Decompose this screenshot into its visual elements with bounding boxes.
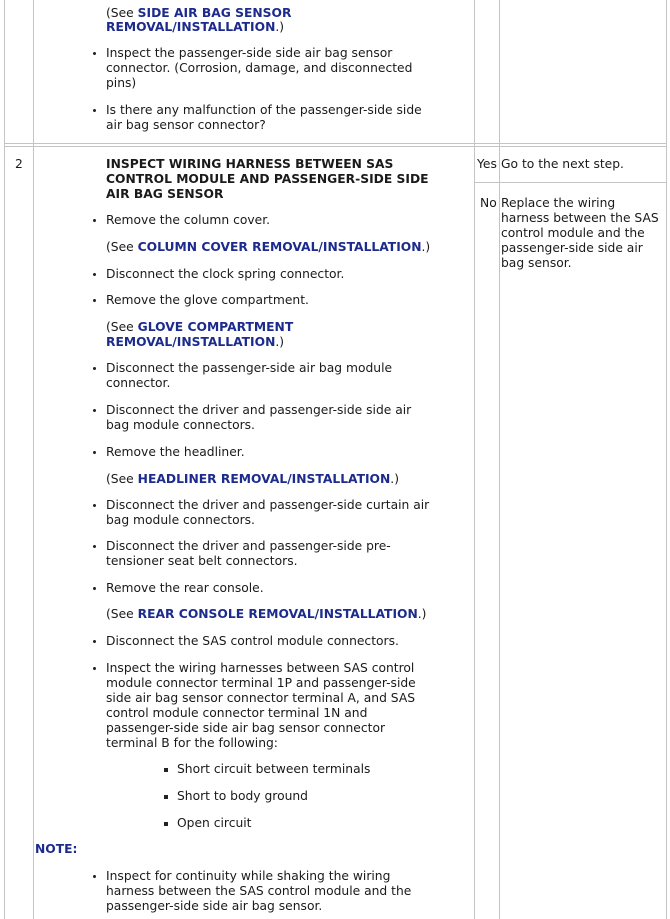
list-item: Is there any malfunction of the passenger-side side — [106, 103, 422, 117]
table-border-step — [33, 0, 34, 919]
list-item: Remove the headliner. — [106, 445, 245, 459]
rear-console-link[interactable]: REAR CONSOLE REMOVAL/INSTALLATION — [137, 607, 418, 621]
table-border-result — [499, 0, 500, 919]
list-item: Disconnect the driver and passenger-side pre- — [106, 539, 391, 553]
sub-list-item: Short circuit between terminals — [177, 762, 371, 776]
list-item: Disconnect the SAS control module connectors. — [106, 634, 399, 648]
step-number: 2 — [15, 157, 23, 171]
list-item: Inspect the wiring harnesses between SAS control — [106, 661, 415, 675]
list-item: Remove the glove compartment. — [106, 293, 309, 307]
list-item: Disconnect the clock spring connector. — [106, 267, 345, 281]
list-item: Inspect for continuity while shaking the wiring — [106, 869, 391, 883]
sub-list-item: Short to body ground — [177, 789, 308, 803]
result-yes: Yes — [477, 157, 497, 171]
headliner-link[interactable]: HEADLINER REMOVAL/INSTALLATION — [137, 472, 391, 486]
glove-compartment-link-cont[interactable]: REMOVAL/INSTALLATION — [106, 335, 276, 349]
glove-compartment-link[interactable]: GLOVE COMPARTMENT — [137, 320, 294, 334]
side-air-bag-sensor-link-cont[interactable]: REMOVAL/INSTALLATION — [106, 20, 276, 34]
list-item: Disconnect the driver and passenger-side curtain air — [106, 498, 430, 512]
yes-no-divider — [474, 182, 667, 183]
list-item: Remove the rear console. — [106, 581, 264, 595]
list-item: Disconnect the driver and passenger-side side air — [106, 403, 412, 417]
table-border-right — [666, 0, 667, 919]
sub-list-item: Open circuit — [177, 816, 252, 830]
list-item: Inspect the passenger-side side air bag sensor — [106, 46, 393, 60]
side-air-bag-sensor-link[interactable]: SIDE AIR BAG SENSOR — [137, 6, 292, 20]
table-border-left — [4, 0, 5, 919]
list-item: Remove the column cover. — [106, 213, 271, 227]
list-item: Disconnect the passenger-side air bag module — [106, 361, 393, 375]
column-cover-link[interactable]: COLUMN COVER REMOVAL/INSTALLATION — [137, 240, 422, 254]
action-yes: Go to the next step. — [501, 157, 624, 171]
result-no: No — [480, 196, 497, 210]
row-divider-1b — [4, 146, 667, 147]
row-divider-1 — [4, 143, 667, 144]
note-label: NOTE: — [35, 842, 78, 856]
table-border-procedure — [474, 0, 475, 919]
